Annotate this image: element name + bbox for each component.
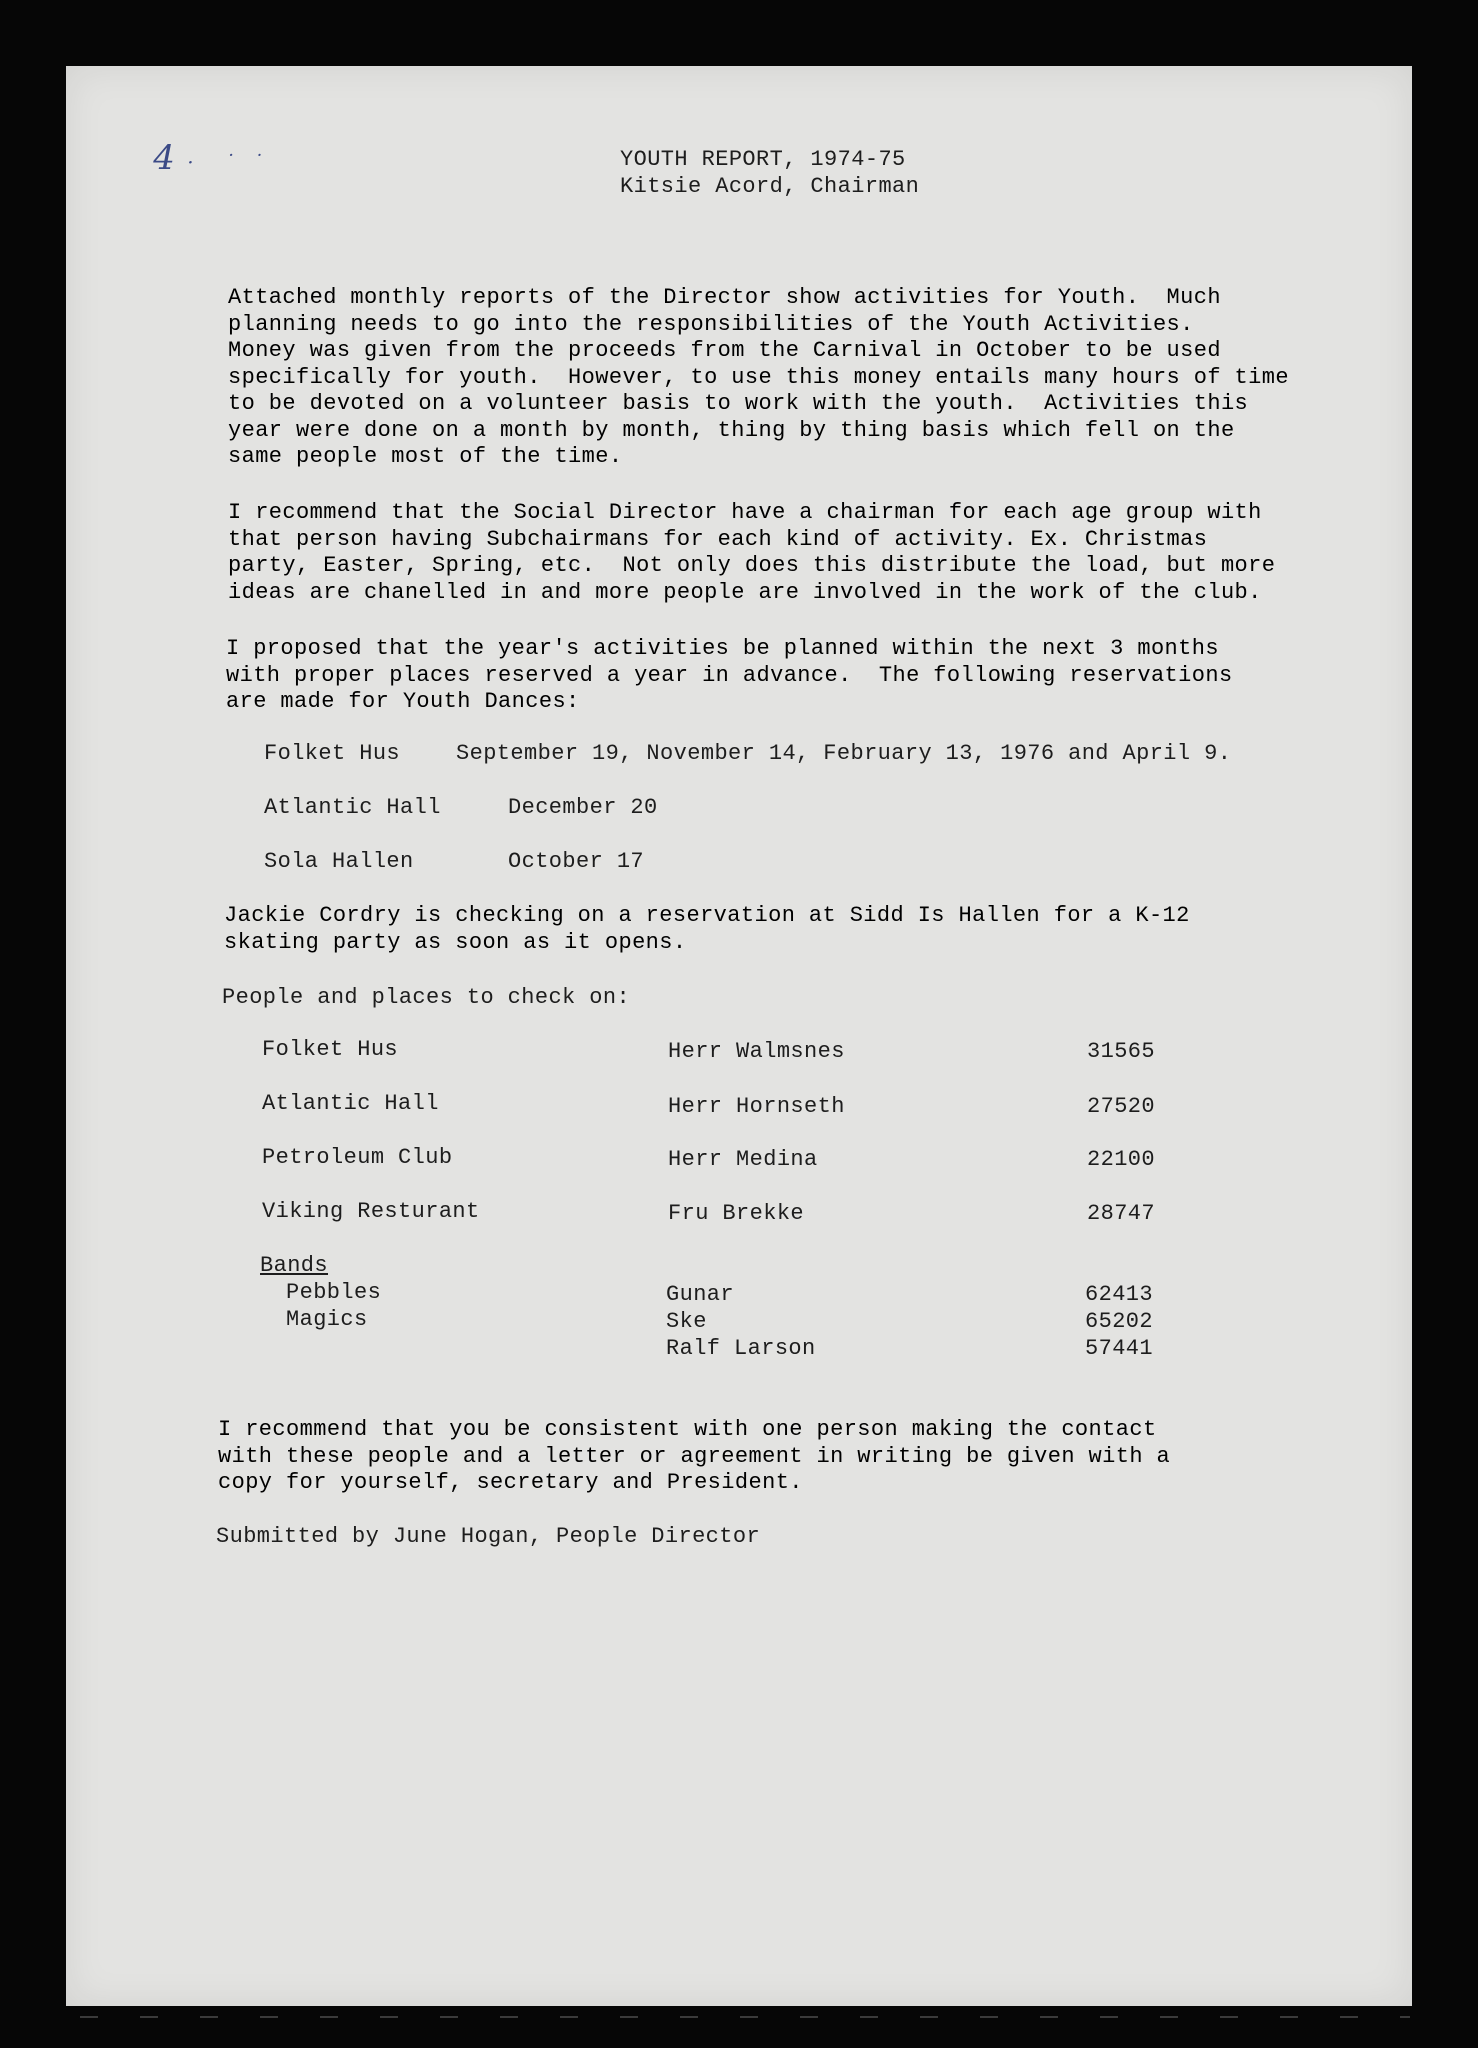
paragraph-line: skating party as soon as it opens. [224, 929, 687, 955]
contact-place: Viking Resturant [262, 1199, 480, 1224]
paragraph-line: specifically for youth. However, to use this money entails many hours of time [228, 364, 1289, 390]
paragraph-line: year were done on a month by month, thing by thing basis which fell on the [228, 417, 1235, 443]
paragraph-line: are made for Youth Dances: [226, 689, 580, 714]
paragraph-line: with proper places reserved a year in advance. The following reservations [226, 662, 1233, 688]
paragraph-line: party, Easter, Spring, etc. Not only does this distribute the load, but more [228, 553, 1276, 578]
paragraph-line: Money was given from the proceeds from the Carnival in October to be used [228, 338, 1221, 363]
contact-place: Folket Hus [262, 1037, 399, 1062]
paragraph-line: that person having Subchairmans for each kind of activity. Ex. Christmas [228, 526, 1208, 552]
paragraph-1 [228, 285, 1348, 471]
band-contact: Ske [666, 1309, 707, 1334]
paragraph-line: ideas are chanelled in and more people are involved in the work of the club. [228, 579, 1262, 605]
paragraph-line: Attached monthly reports of the Director show activities for Youth. Much [228, 285, 1221, 310]
contact-person: Herr Medina [668, 1147, 818, 1172]
paragraph-line: same people most of the time. [228, 444, 623, 469]
handwritten-page-mark: 4 · ˙ ˙ [153, 138, 269, 178]
band-phone: 65202 [1085, 1309, 1154, 1334]
band-name: Magics [286, 1307, 368, 1332]
band-name: Pebbles [286, 1280, 382, 1305]
paragraph-line: Jackie Cordry is checking on a reservation at Sidd Is Hallen for a K-12 [224, 903, 1190, 928]
paragraph-line: I recommend that you be consistent with one person making the contact [218, 1417, 1157, 1442]
contact-person: Herr Walmsnes [668, 1039, 845, 1064]
paragraph-line: I recommend that the Social Director have a chairman for each age group with [228, 500, 1262, 525]
paragraph-line: copy for yourself, secretary and President. [218, 1470, 803, 1495]
bands-heading: Bands [260, 1253, 329, 1278]
reservation-dates: September 19, November 14, February 13, 1976 and April 9. [456, 741, 1232, 766]
paragraph-line: with these people and a letter or agreement in writing be given with a [218, 1443, 1171, 1469]
paragraph-2 [228, 500, 1348, 606]
reservation-dates: December 20 [508, 795, 658, 820]
band-phone: 57441 [1085, 1336, 1154, 1361]
paragraph-3 [226, 636, 1346, 716]
paragraph-line: I proposed that the year's activities be planned within the next 3 months [226, 636, 1219, 661]
contact-person: Herr Hornseth [668, 1094, 845, 1119]
contacts-heading: People and places to check on: [222, 985, 631, 1010]
reservation-place: Atlantic Hall [264, 795, 441, 820]
contact-place: Atlantic Hall [262, 1091, 439, 1116]
bottom-edge-mark [80, 2016, 1410, 2018]
reservation-dates: October 17 [508, 849, 645, 874]
submitted-by: Submitted by June Hogan, People Director [216, 1524, 761, 1549]
contact-phone: 22100 [1087, 1147, 1156, 1172]
report-title: YOUTH REPORT, 1974-75 [620, 147, 906, 172]
page-number-mark: 4 [153, 138, 175, 178]
band-phone: 62413 [1085, 1282, 1154, 1307]
contact-phone: 27520 [1087, 1094, 1156, 1119]
contact-phone: 28747 [1087, 1201, 1156, 1226]
contact-person: Fru Brekke [668, 1201, 805, 1226]
contact-phone: 31565 [1087, 1039, 1156, 1064]
paragraph-line: to be devoted on a volunteer basis to work with the youth. Activities this [228, 391, 1249, 416]
contact-place: Petroleum Club [262, 1145, 453, 1170]
band-contact: Ralf Larson [666, 1336, 816, 1361]
paragraph-5 [218, 1417, 1338, 1497]
paragraph-line: planning needs to go into the responsibilities of the Youth Activities. [228, 311, 1194, 337]
reservation-place: Sola Hallen [264, 849, 414, 874]
band-contact: Gunar [666, 1282, 735, 1307]
paragraph-4 [224, 903, 1344, 956]
report-chairman: Kitsie Acord, Chairman [620, 174, 920, 199]
reservation-place: Folket Hus [264, 741, 401, 766]
